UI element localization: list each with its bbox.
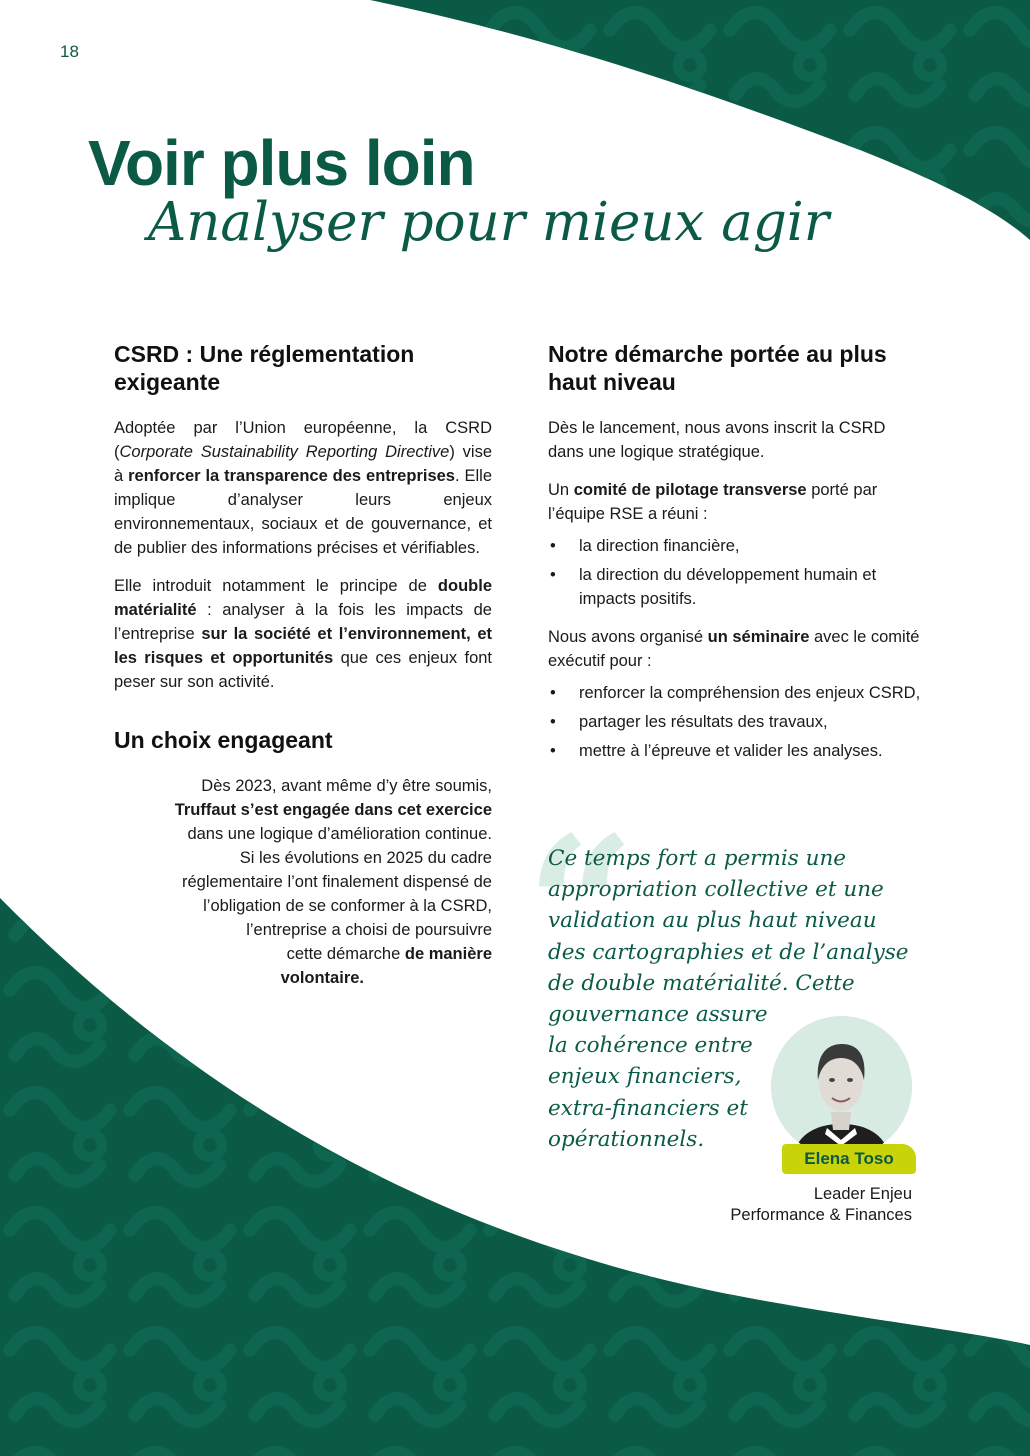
avatar [771,1016,912,1157]
paragraph-lancement: Dès le lancement, nous avons inscrit la CSRD dans une logique stratégique. [548,419,886,461]
list-item: • la direction financière, [548,534,923,558]
person-name-badge: Elena Toso [782,1144,916,1174]
section-title-demarche: Notre démarche portée au plus haut niveau [548,341,887,395]
section-title-choix: Un choix engageant [114,727,333,753]
list-item: • partager les résultats des travaux, [548,710,923,734]
list-item: • renforcer la compréhension des enjeux CSRD, [548,681,923,705]
paragraph-engagement: Dès 2023, avant même d’y être soumis, Truffaut s’est engagée dans cet exercice dans une logique d’amélioration continue. Si les évolutions en 2025 du cadre réglementaire l’ont finalement dispensé de l’obligation de se conformer à la CSRD, l’entreprise a choisi de poursuivre cette démarche de manière volontaire. [174,777,492,987]
right-column [548,340,923,777]
list-comite-members [548,534,923,611]
page-subtitle: Analyser pour mieux agir [148,192,830,253]
list-seminaire-goals [548,681,923,763]
page-number: 18 [60,42,79,61]
paragraph-csrd-intro: Adoptée par l’Union européenne, la CSRD (Corporate Sustainability Reporting Directive) vise à renforcer la transparence des entreprises. Elle implique d’analyser leurs enjeux environnementaux, sociaux et de gouvernance, et de publier des informations précises et vérifiables. [114,419,492,557]
paragraph-comite: Un comité de pilotage transverse porté par l’équipe RSE a réuni : [548,481,878,523]
left-column [114,340,492,990]
quote-mark-icon: “ [526,795,636,1018]
person-photo-icon [771,1016,912,1157]
page-title: Voir plus loin [88,127,475,199]
paragraph-double-materiality: Elle introduit notamment le principe de double matérialité : analyser à la fois les impacts de l’entreprise sur la société et l’environnement, et les risques et opportunités que ces enjeux font peser sur son activité. [114,577,493,691]
list-item: • la direction du développement humain et impacts positifs. [548,563,923,611]
paragraph-seminaire: Nous avons organisé un séminaire avec le comité exécutif pour : [548,628,920,670]
person-role: Leader Enjeu Performance & Finances [730,1185,912,1224]
testimonial-quote: Ce temps fort a permis une appropriation collective et une validation au plus haut niveau des cartographies et de l’analyse de double matérialité. Cette gouvernance assure la cohérence entre enjeux financiers, extra-financiers et opérationnels. [548,846,909,1152]
section-title-csrd: CSRD : Une réglementation exigeante [114,341,415,395]
list-item: • mettre à l’épreuve et valider les analyses. [548,739,923,763]
